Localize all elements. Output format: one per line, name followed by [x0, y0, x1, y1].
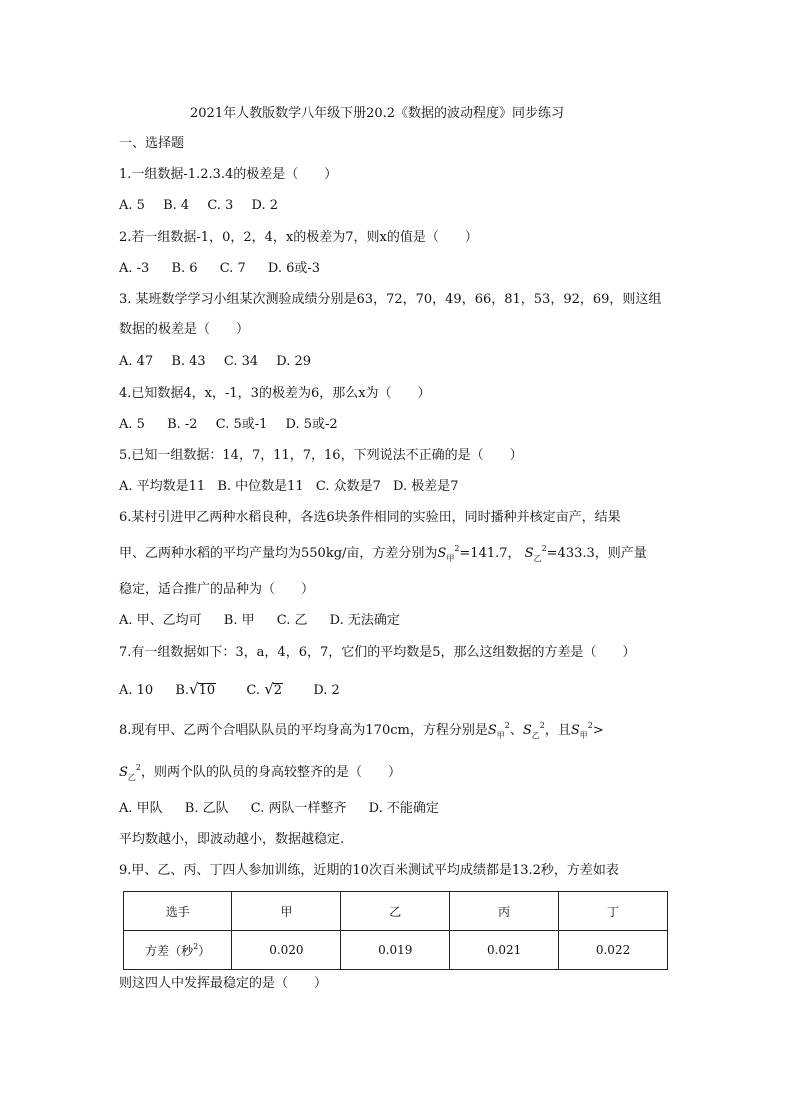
stem-text: ，则两个队的队员的身高较整齐的是（ ） — [141, 765, 402, 780]
table-cell: 0.020 — [232, 931, 341, 970]
option-b: B. 乙队 — [184, 801, 229, 816]
option-a: A. 5 — [119, 417, 145, 432]
question-2-stem: 2.若一组数据-1，0，2，4，x的极差为7，则x的值是（ ） — [119, 230, 478, 245]
option-d: D. 2 — [251, 198, 278, 213]
sqrt-icon: √ — [189, 680, 199, 698]
option-a: A. 47 — [119, 354, 154, 369]
option-d: D. 极差是7 — [393, 479, 459, 494]
question-4-stem: 4.已知数据4，x，-1，3的极差为6，那么x为（ ） — [119, 386, 431, 401]
greater-than: > — [592, 723, 604, 738]
option-c: C. 乙 — [276, 613, 308, 628]
question-6-stem-end: 稳定，适合推广的品种为（ ） — [119, 582, 315, 597]
subscript-yi: 乙 — [127, 773, 136, 782]
option-a: A. 平均数是11 — [119, 479, 206, 494]
option-c-radicand: 2 — [273, 683, 283, 698]
option-b-label: B. — [175, 683, 190, 698]
option-b-radicand: 10 — [198, 683, 216, 698]
question-8-stem-cont — [119, 763, 401, 784]
table-header-cell: 甲 — [232, 892, 341, 931]
variance-symbol: S — [524, 546, 534, 561]
question-8-options — [119, 799, 453, 819]
option-b: B. 6 — [171, 261, 198, 276]
table-header-cell: 丁 — [559, 892, 668, 931]
question-6-stem-cont — [119, 544, 647, 565]
row-label: 方差（秒 — [145, 943, 194, 958]
variance-symbol: S — [437, 546, 447, 561]
question-5-stem: 5.已知一组数据：14，7，11，7，16，下列说法不正确的是（ ） — [119, 448, 523, 463]
question-1-options — [119, 196, 292, 216]
stem-text: 甲、乙两种水稻的平均产量均为550kg/亩，方差分别为 — [119, 546, 438, 561]
row-label-cell — [124, 931, 232, 970]
option-a: A. 5 — [119, 198, 145, 213]
option-c: C. 3 — [207, 198, 234, 213]
variance-symbol: S — [570, 723, 580, 738]
table-cell: 0.019 — [341, 931, 450, 970]
question-3-stem-cont: 数据的极差是（ ） — [119, 322, 250, 337]
superscript-2: 2 — [541, 544, 547, 553]
variance-symbol: S — [487, 723, 497, 738]
table-cell: 0.022 — [559, 931, 668, 970]
option-d: D. 2 — [313, 683, 340, 698]
option-b: B. -2 — [167, 417, 198, 432]
superscript-2: 2 — [504, 721, 510, 730]
question-6-stem: 6.某村引进甲乙两种水稻良种，各选6块条件相同的实验田，同时播种并核定亩产，结果 — [119, 510, 621, 525]
separator: ，且 — [544, 723, 571, 738]
question-2-options — [119, 259, 334, 279]
question-7-options — [119, 679, 340, 701]
superscript-2: 2 — [539, 721, 545, 730]
option-a: A. 10 — [119, 683, 154, 698]
stem-text: 8.现有甲、乙两个合唱队队员的平均身高为170cm，方程分别是 — [119, 723, 488, 738]
option-a: A. 甲、乙均可 — [119, 613, 202, 628]
value-yi: =433.3，则产量 — [546, 546, 647, 561]
option-d: D. 5或-2 — [285, 417, 338, 432]
question-1-stem: 1.一组数据-1.2.3.4的极差是（ ） — [119, 167, 338, 182]
question-8-stem — [119, 721, 604, 742]
question-3-options — [119, 352, 325, 372]
subscript-jia: 甲 — [579, 731, 588, 740]
row-label-end: ） — [198, 943, 211, 958]
note-text: 平均数越小，即波动越小，数据越稳定. — [119, 832, 345, 847]
variance-table — [123, 891, 668, 970]
question-6-options — [119, 611, 414, 631]
value-jia: =141.7， — [459, 546, 521, 561]
table-header-row — [124, 892, 668, 931]
question-7-stem: 7.有一组数据如下：3，a，4，6，7，它们的平均数是5，那么这组数据的方差是（ ） — [119, 645, 636, 660]
superscript-2: 2 — [135, 763, 141, 772]
option-b: B. 4 — [163, 198, 190, 213]
variance-symbol: S — [119, 765, 128, 780]
option-d: D. 29 — [276, 354, 312, 369]
sqrt-icon: √ — [264, 680, 274, 698]
option-d: D. 不能确定 — [368, 801, 439, 816]
table-cell: 0.021 — [450, 931, 559, 970]
option-d: D. 无法确定 — [329, 613, 400, 628]
option-c: C. 5或-1 — [215, 417, 268, 432]
variance-symbol: S — [522, 723, 532, 738]
option-c: C. 34 — [223, 354, 259, 369]
option-c: C. 众数是7 — [315, 479, 381, 494]
option-c-label: C. — [246, 683, 261, 698]
section-heading: 一、选择题 — [119, 136, 185, 151]
subscript-yi: 乙 — [533, 554, 542, 563]
question-3-stem: 3. 某班数学学习小组某次测验成绩分别是63，72，70，49，66，81，53，92，69，则这组 — [119, 292, 662, 307]
superscript-2: 2 — [587, 721, 593, 730]
option-b: B. 43 — [171, 354, 206, 369]
table-header-cell: 丙 — [450, 892, 559, 931]
option-b: B. 甲 — [223, 613, 255, 628]
subscript-yi: 乙 — [531, 731, 540, 740]
subscript-jia: 甲 — [446, 554, 455, 563]
option-a: A. -3 — [119, 261, 150, 276]
question-5-options — [119, 477, 473, 497]
option-c: C. 7 — [219, 261, 246, 276]
superscript-2: 2 — [454, 544, 460, 553]
table-header-cell: 乙 — [341, 892, 450, 931]
table-header-cell: 选手 — [124, 892, 232, 931]
question-4-options — [119, 415, 352, 435]
page-title: 2021年人教版数学八年级下册20.2《数据的波动程度》同步练习 — [190, 106, 565, 121]
separator: 、 — [509, 723, 523, 738]
option-a: A. 甲队 — [119, 801, 163, 816]
row-label-superscript: 2 — [193, 941, 199, 951]
option-b: B. 中位数是11 — [217, 479, 304, 494]
option-d: D. 6或-3 — [267, 261, 321, 276]
table-row — [124, 931, 668, 970]
question-9-stem: 9.甲、乙、丙、丁四人参加训练，近期的10次百米测试平均成绩都是13.2秒，方差如表 — [119, 863, 619, 878]
subscript-jia: 甲 — [496, 731, 505, 740]
option-c: C. 两队一样整齐 — [250, 801, 347, 816]
question-9-follow: 则这四人中发挥最稳定的是（ ） — [119, 976, 328, 991]
